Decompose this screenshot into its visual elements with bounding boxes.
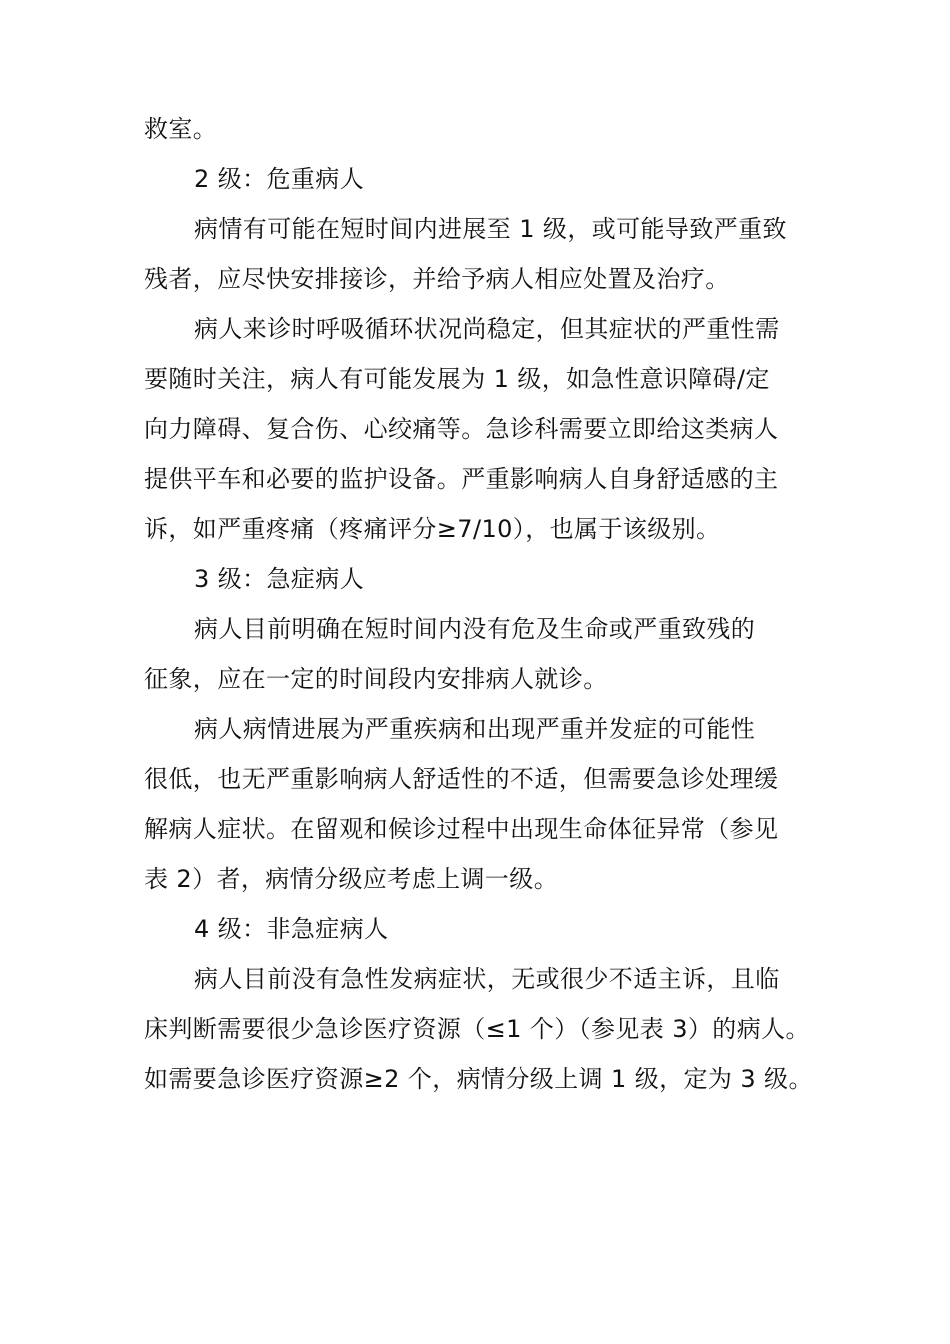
paragraph-line: 救室。 [144, 115, 218, 143]
level-4-heading: 4 级：非急症病人 [194, 915, 389, 943]
paragraph-line: 床判断需要很少急诊医疗资源（≤1 个）（参见表 3）的病人。 [144, 1015, 810, 1043]
paragraph-line: 表 2）者，病情分级应考虑上调一级。 [144, 865, 559, 893]
level-3-heading: 3 级：急症病人 [194, 565, 365, 593]
paragraph-line: 提供平车和必要的监护设备。严重影响病人自身舒适感的主 [144, 465, 779, 493]
paragraph-line: 很低，也无严重影响病人舒适性的不适，但需要急诊处理缓 [144, 765, 779, 793]
paragraph-line: 病人病情进展为严重疾病和出现严重并发症的可能性 [194, 715, 756, 743]
paragraph-line: 解病人症状。在留观和候诊过程中出现生命体征异常（参见 [144, 815, 779, 843]
paragraph-line: 要随时关注，病人有可能发展为 1 级，如急性意识障碍/定 [144, 365, 770, 393]
paragraph-line: 诉，如严重疼痛（疼痛评分≥7/10），也属于该级别。 [144, 515, 721, 543]
level-2-heading: 2 级：危重病人 [194, 165, 365, 193]
paragraph-line: 向力障碍、复合伤、心绞痛等。急诊科需要立即给这类病人 [144, 415, 779, 443]
paragraph-line: 征象，应在一定的时间段内安排病人就诊。 [144, 665, 608, 693]
paragraph-line: 残者，应尽快安排接诊，并给予病人相应处置及治疗。 [144, 265, 730, 293]
paragraph-line: 病情有可能在短时间内进展至 1 级，或可能导致严重致 [194, 215, 787, 243]
paragraph-line: 如需要急诊医疗资源≥2 个，病情分级上调 1 级，定为 3 级。 [144, 1065, 813, 1093]
paragraph-line: 病人目前没有急性发病症状，无或很少不适主诉，且临 [194, 965, 780, 993]
paragraph-line: 病人来诊时呼吸循环状况尚稳定，但其症状的严重性需 [194, 315, 780, 343]
paragraph-line: 病人目前明确在短时间内没有危及生命或严重致残的 [194, 615, 756, 643]
